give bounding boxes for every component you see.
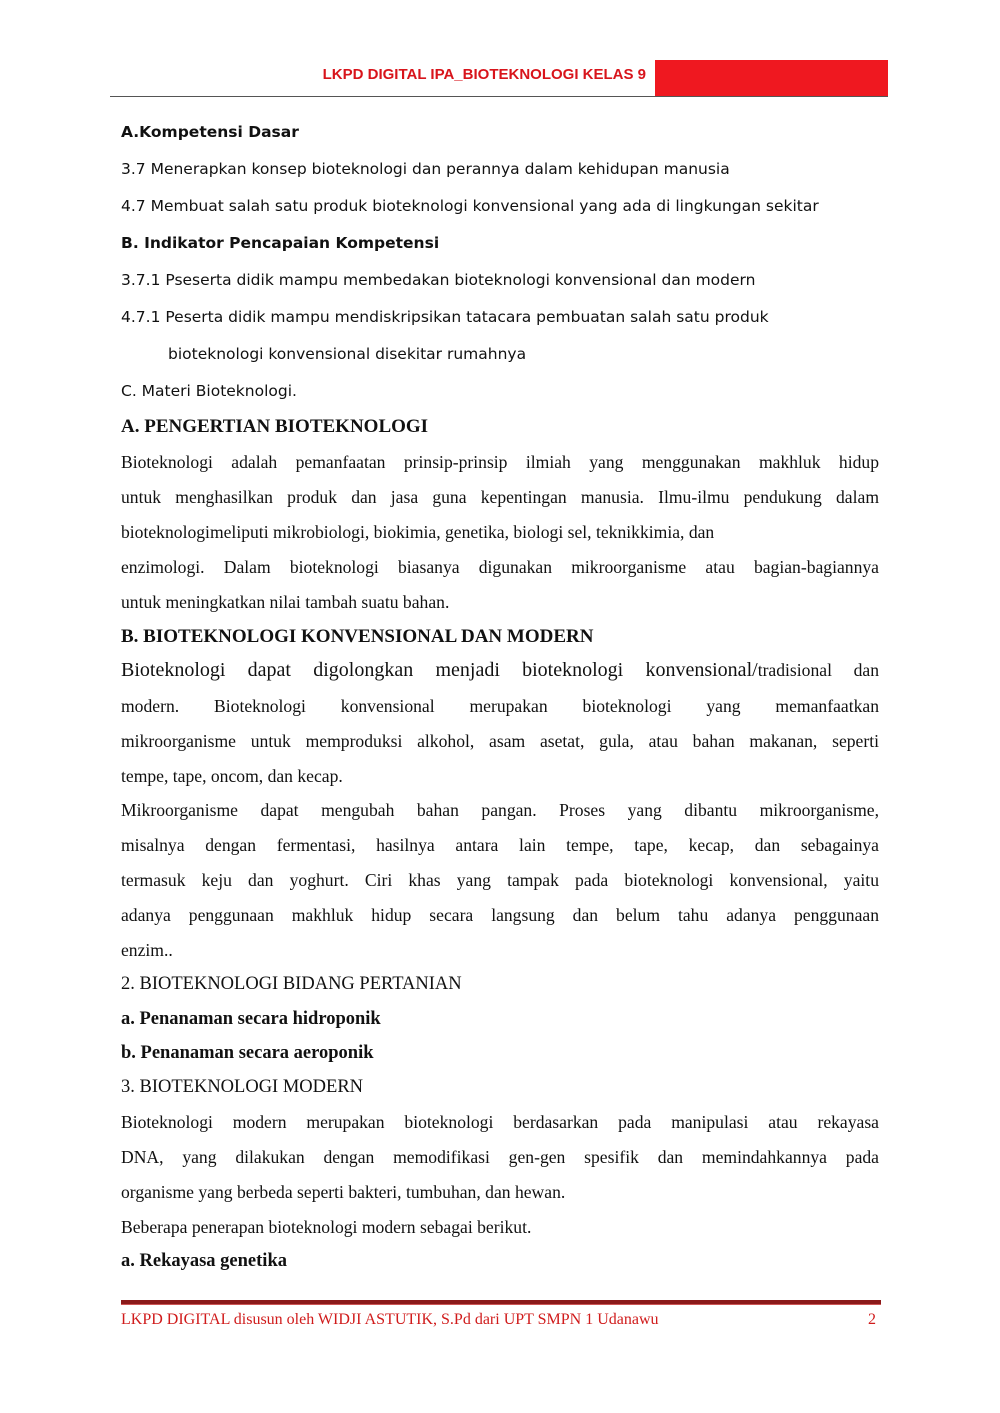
page-number: 2 <box>868 1311 876 1328</box>
pengertian-line: bioteknologimeliputi mikrobiologi, biokimia, genetika, biologi sel, teknikkimia, dan <box>121 522 715 542</box>
pertanian-heading: 2. BIOTEKNOLOGI BIDANG PERTANIAN <box>121 974 462 994</box>
pengertian-line: Bioteknologi adalah pemanfaatan prinsip-prinsip ilmiah yang menggunakan makhluk hidup <box>121 452 879 472</box>
konvensional-line: modern. Bioteknologi konvensional merupakan bioteknologi yang memanfaatkan <box>121 696 879 716</box>
konvensional-heading: B. BIOTEKNOLOGI KONVENSIONAL DAN MODERN <box>121 626 594 647</box>
footer-credit: LKPD DIGITAL disusun oleh WIDJI ASTUTIK, S.Pd dari UPT SMPN 1 Udanawu <box>121 1311 659 1328</box>
konvensional-line: tempe, tape, oncom, dan kecap. <box>121 766 343 786</box>
modern-line: organisme yang berbeda seperti bakteri, tumbuhan, dan hewan. <box>121 1182 566 1202</box>
indikator-item-2-continued: bioteknologi konvensional disekitar rumahnya <box>168 345 527 363</box>
indikator-item-2: 4.7.1 Peserta didik mampu mendiskripsikan tatacara pembuatan salah satu produk <box>121 308 769 326</box>
kompetensi-heading: A.Kompetensi Dasar <box>121 123 299 141</box>
modern-sub-a: a. Rekayasa genetika <box>121 1251 287 1271</box>
header-divider <box>110 96 888 97</box>
footer-divider <box>121 1300 881 1305</box>
pertanian-item-b: b. Penanaman secara aeroponik <box>121 1043 374 1063</box>
modern-heading: 3. BIOTEKNOLOGI MODERN <box>121 1077 364 1097</box>
indikator-heading: B. Indikator Pencapaian Kompetensi <box>121 234 440 252</box>
konvensional-para2-line: enzim.. <box>121 940 173 960</box>
header-accent-block <box>655 60 888 96</box>
konvensional-first-line-small: tradisional dan <box>757 660 879 680</box>
konvensional-para2-line: misalnya dengan fermentasi, hasilnya antara lain tempe, tape, kecap, dan sebagainya <box>121 835 879 855</box>
indikator-item-1: 3.7.1 Pseserta didik mampu membedakan bioteknologi konvensional dan modern <box>121 271 756 289</box>
modern-line: DNA, yang dilakukan dengan memodifikasi gen-gen spesifik dan memindahkannya pada <box>121 1147 879 1167</box>
pertanian-item-a: a. Penanaman secara hidroponik <box>121 1009 381 1029</box>
kompetensi-kd2: 4.7 Membuat salah satu produk bioteknologi konvensional yang ada di lingkungan sekitar <box>121 197 819 215</box>
pengertian-line: enzimologi. Dalam bioteknologi biasanya digunakan mikroorganisme atau bagian-bagiannya <box>121 557 879 577</box>
header-title: LKPD DIGITAL IPA_BIOTEKNOLOGI KELAS 9 <box>322 66 646 83</box>
konvensional-first-line-large: Bioteknologi dapat digolongkan menjadi bioteknologi konvensional/ <box>121 659 758 681</box>
konvensional-para2-line: termasuk keju dan yoghurt. Ciri khas yang tampak pada bioteknologi konvensional, yaitu <box>121 870 879 890</box>
materi-heading: C. Materi Bioteknologi. <box>121 382 297 400</box>
modern-intro: Beberapa penerapan bioteknologi modern sebagai berikut. <box>121 1217 532 1237</box>
konvensional-line: mikroorganisme untuk memproduksi alkohol, asam asetat, gula, atau bahan makanan, seperti <box>121 731 879 751</box>
konvensional-first-line <box>121 659 879 687</box>
modern-line: Bioteknologi modern merupakan bioteknologi berdasarkan pada manipulasi atau rekayasa <box>121 1112 879 1132</box>
pengertian-line: untuk meningkatkan nilai tambah suatu bahan. <box>121 592 450 612</box>
kompetensi-kd1: 3.7 Menerapkan konsep bioteknologi dan perannya dalam kehidupan manusia <box>121 160 730 178</box>
pengertian-heading: A. PENGERTIAN BIOTEKNOLOGI <box>121 416 429 437</box>
konvensional-para2-line: adanya penggunaan makhluk hidup secara langsung dan belum tahu adanya penggunaan <box>121 905 879 925</box>
konvensional-para2-line: Mikroorganisme dapat mengubah bahan pangan. Proses yang dibantu mikroorganisme, <box>121 800 879 820</box>
pengertian-line: untuk menghasilkan produk dan jasa guna kepentingan manusia. Ilmu-ilmu pendukung dalam <box>121 487 879 507</box>
